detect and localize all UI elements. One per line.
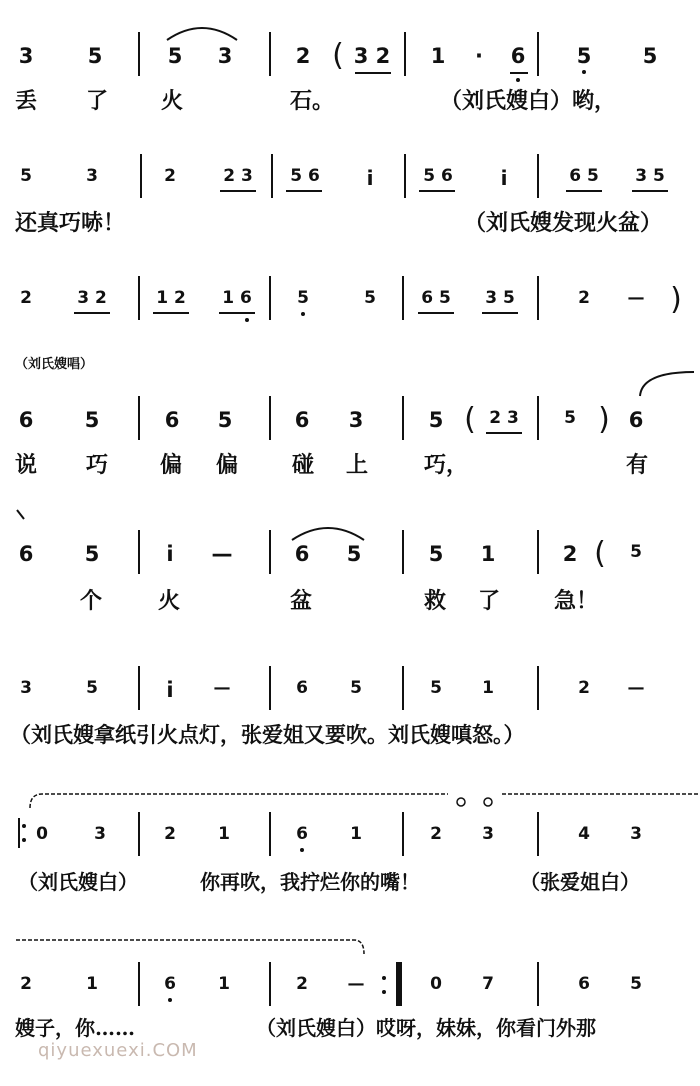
note: 5	[576, 44, 592, 68]
note-pair: 2 3	[489, 408, 519, 428]
dashed-tie	[28, 790, 700, 810]
note: 4	[578, 824, 590, 844]
lyric: （刘氏嫂白）哟，	[440, 88, 617, 114]
underline-beam	[632, 190, 668, 192]
bar-line	[138, 32, 140, 76]
note: 2	[295, 44, 311, 68]
lower-octave-dot	[516, 78, 520, 82]
note-pair: 1 2	[156, 288, 186, 308]
note: 2	[578, 288, 590, 308]
dashed-tie	[14, 936, 368, 958]
bar-line	[537, 812, 539, 856]
bar-line	[138, 276, 140, 320]
lyric: 巧	[86, 452, 109, 478]
note: 6	[18, 408, 34, 432]
lower-octave-dot	[582, 70, 586, 74]
dash-extension: —	[211, 542, 233, 566]
section-header: （刘氏嫂唱）	[15, 357, 94, 372]
underline-beam	[419, 190, 455, 192]
dash-extension: —	[627, 288, 645, 308]
note: 2	[430, 824, 442, 844]
lyric: 上	[346, 452, 369, 478]
note-pair: 5 6	[290, 166, 320, 186]
note: 3	[94, 824, 106, 844]
note: 5	[346, 542, 362, 566]
note: 2	[20, 974, 32, 994]
note: 2	[164, 824, 176, 844]
note: 5	[430, 678, 442, 698]
tie-arc	[636, 368, 696, 398]
bar-line	[404, 32, 406, 76]
stage-direction: （刘氏嫂白）	[18, 870, 138, 894]
repeat-dot	[382, 976, 386, 980]
note: 1	[218, 824, 230, 844]
lower-octave-dot	[300, 848, 304, 852]
underline-beam	[355, 72, 391, 74]
lyric: 有	[626, 452, 649, 478]
slur-arc	[290, 522, 366, 542]
note: 5	[84, 408, 100, 432]
underline-beam	[74, 312, 110, 314]
lyric: 还真巧哧！	[15, 210, 126, 236]
note: 3	[348, 408, 364, 432]
note: 2	[20, 288, 32, 308]
repeat-dot	[22, 824, 26, 828]
note-pair: 6 5	[421, 288, 451, 308]
note: 6	[296, 678, 308, 698]
stage-direction: （张爱姐白）	[520, 870, 640, 894]
lyric: 石。	[290, 88, 335, 114]
lyric: 火	[161, 88, 184, 114]
lyric: 丢	[15, 88, 38, 114]
note-high: i	[500, 166, 508, 190]
underline-beam	[418, 312, 454, 314]
note: 6	[578, 974, 590, 994]
stage-direction: （刘氏嫂白）哎呀，妹妹，你看门外那	[256, 1016, 596, 1040]
note: 1	[480, 542, 496, 566]
bar-line	[138, 666, 140, 710]
note-high: i	[166, 678, 174, 702]
dot-extension: ·	[475, 44, 483, 68]
note: 6	[164, 408, 180, 432]
note: 6	[164, 974, 176, 994]
note: 5	[630, 974, 642, 994]
repeat-dot	[382, 990, 386, 994]
bar-line	[402, 396, 404, 440]
note: 5	[364, 288, 376, 308]
bar-line	[269, 32, 271, 76]
bar-line	[402, 530, 404, 574]
bar-line	[269, 276, 271, 320]
note-pair: 2 3	[223, 166, 253, 186]
note-pair: 1 6	[222, 288, 252, 308]
note: 7	[482, 974, 494, 994]
underline-beam	[219, 312, 255, 314]
bar-line	[271, 154, 273, 198]
lyric: 了	[86, 88, 109, 114]
note: 5	[564, 408, 576, 428]
dash-extension: —	[347, 974, 365, 994]
note: 0	[430, 974, 442, 994]
lyric: 巧，	[424, 452, 469, 478]
bar-line	[269, 666, 271, 710]
note: 0	[36, 824, 48, 844]
dash-extension: —	[213, 678, 231, 698]
note-pair: 3 2	[77, 288, 107, 308]
note: 3	[86, 166, 98, 186]
underline-beam	[286, 190, 322, 192]
note: 6	[510, 44, 526, 68]
open-paren: (	[464, 402, 476, 437]
note: 1	[482, 678, 494, 698]
stage-direction: （刘氏嫂拿纸引火点灯，张爱姐又要吹。刘氏嫂嗔怒。）	[10, 722, 525, 747]
bar-line	[138, 396, 140, 440]
site-watermark: qiyuexuexi.COM	[38, 1040, 198, 1061]
note: 3	[482, 824, 494, 844]
slur-arc	[165, 22, 239, 42]
note: 5	[428, 408, 444, 432]
bar-line	[537, 396, 539, 440]
underline-beam	[566, 190, 602, 192]
lyric: 个	[80, 588, 103, 614]
bar-line	[402, 812, 404, 856]
note: 3	[20, 678, 32, 698]
lyric: 火	[158, 588, 181, 614]
breath-mark	[14, 508, 28, 522]
note: 3	[217, 44, 233, 68]
bar-line	[140, 154, 142, 198]
close-paren: )	[598, 402, 610, 437]
lyric: 偏	[160, 452, 183, 478]
note-row	[0, 282, 700, 350]
note: 5	[642, 44, 658, 68]
repeat-dot	[22, 838, 26, 842]
note: 6	[18, 542, 34, 566]
note: 5	[87, 44, 103, 68]
dash-extension: —	[627, 678, 645, 698]
underline-beam	[482, 312, 518, 314]
lower-octave-dot	[168, 998, 172, 1002]
note: 2	[164, 166, 176, 186]
bar-line	[537, 530, 539, 574]
lyric: 嫂子，你……	[15, 1016, 135, 1040]
lyric: 说	[15, 452, 38, 478]
lyric: 偏	[216, 452, 239, 478]
note-high: i	[166, 542, 174, 566]
bar-line	[537, 962, 539, 1006]
note: 5	[217, 408, 233, 432]
note: 6	[294, 408, 310, 432]
open-paren: (	[594, 536, 606, 571]
note: 5	[20, 166, 32, 186]
note: 3	[18, 44, 34, 68]
note: 5	[167, 44, 183, 68]
note: 1	[218, 974, 230, 994]
note-pair: 3 5	[485, 288, 515, 308]
bar-line	[537, 154, 539, 198]
bar-line	[269, 962, 271, 1006]
open-paren: (	[332, 38, 344, 73]
note-high: i	[366, 166, 374, 190]
lyric: 救	[424, 588, 447, 614]
repeat-end-bar	[396, 962, 402, 1006]
lower-octave-dot	[245, 318, 249, 322]
note: 2	[562, 542, 578, 566]
note: 2	[296, 974, 308, 994]
bar-line	[537, 32, 539, 76]
lyric: （刘氏嫂发现火盆）	[464, 210, 663, 236]
note: 1	[350, 824, 362, 844]
note: 5	[84, 542, 100, 566]
note: 2	[578, 678, 590, 698]
bar-line	[138, 812, 140, 856]
lower-octave-dot	[301, 312, 305, 316]
note: 3	[630, 824, 642, 844]
note: 5	[630, 542, 642, 562]
note: 5	[86, 678, 98, 698]
note-pair: 3 5	[635, 166, 665, 186]
lyric: 碰	[292, 452, 315, 478]
note: 1	[430, 44, 446, 68]
lyric: 了	[478, 588, 501, 614]
note: 5	[297, 288, 309, 308]
bar-line	[138, 530, 140, 574]
note-pair: 3 2	[353, 44, 391, 68]
underline-beam	[153, 312, 189, 314]
bar-line	[537, 666, 539, 710]
bar-line	[537, 276, 539, 320]
bar-line	[269, 396, 271, 440]
bar-line	[402, 276, 404, 320]
lyric: 急！	[554, 588, 599, 614]
note: 5	[428, 542, 444, 566]
bar-line	[138, 962, 140, 1006]
underline-beam	[486, 432, 522, 434]
bar-line	[404, 154, 406, 198]
note-pair: 5 6	[423, 166, 453, 186]
note: 6	[628, 408, 644, 432]
lyric: 你再吹，我拧烂你的嘴！	[200, 870, 420, 894]
lyric: 盆	[290, 588, 313, 614]
bar-line	[269, 530, 271, 574]
bar-line	[269, 812, 271, 856]
note: 6	[296, 824, 308, 844]
underline-beam	[510, 72, 528, 74]
close-paren: )	[670, 282, 682, 317]
bar-line	[402, 666, 404, 710]
underline-beam	[220, 190, 256, 192]
note: 6	[294, 542, 310, 566]
note-pair: 6 5	[569, 166, 599, 186]
note: 1	[86, 974, 98, 994]
note: 5	[350, 678, 362, 698]
repeat-bar	[18, 818, 20, 848]
